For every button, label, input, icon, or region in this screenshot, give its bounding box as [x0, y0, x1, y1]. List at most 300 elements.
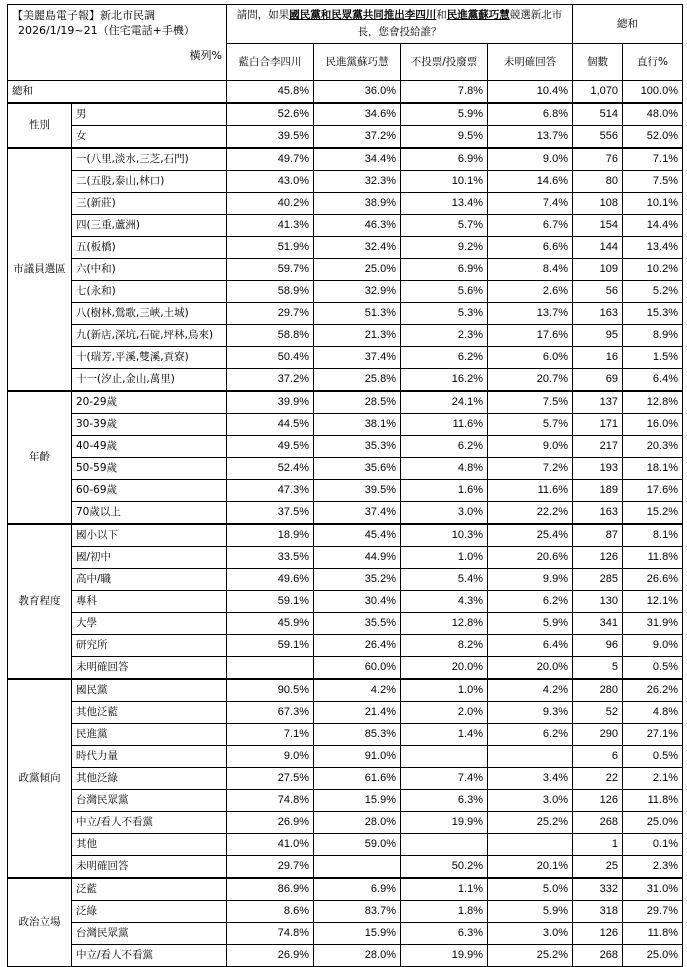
- cell-count: 189: [573, 480, 623, 502]
- cell-dpp: 4.2%: [314, 679, 401, 702]
- table-row: [8, 613, 683, 635]
- question-text: 請問，如果國民黨和民眾黨共同推出李四川和民進黨蘇巧慧競選新北市長，您會投給誰？: [227, 5, 573, 44]
- cell-dpp: 28.5%: [314, 391, 401, 414]
- group-label: 市議員選區: [8, 148, 72, 391]
- cell-no-vote: [401, 834, 488, 856]
- table-row: [8, 657, 683, 680]
- cell-no-vote: 1.8%: [401, 901, 488, 923]
- table-row: [8, 502, 683, 525]
- row-label: 中立/看人不看黨: [72, 812, 227, 834]
- cell-dpp: 15.9%: [314, 923, 401, 945]
- cell-undecided: 9.0%: [488, 148, 573, 171]
- cell-undecided: 20.0%: [488, 657, 573, 680]
- row-label: 泛綠: [72, 901, 227, 923]
- table-row: [8, 347, 683, 369]
- row-label: 九(新店,深坑,石碇,坪林,烏來): [72, 325, 227, 347]
- cell-count: 126: [573, 547, 623, 569]
- cell-column-percent: 27.1%: [623, 724, 683, 746]
- cell-no-vote: 20.0%: [401, 657, 488, 680]
- cell-count: 126: [573, 790, 623, 812]
- table-row: [8, 103, 683, 126]
- cell-kmt-tpp: 86.9%: [227, 878, 314, 901]
- table-row: [8, 325, 683, 347]
- cell-no-vote: 9.5%: [401, 126, 488, 149]
- table-row: [8, 923, 683, 945]
- cell-kmt-tpp: 26.9%: [227, 945, 314, 967]
- cell-count: 87: [573, 524, 623, 547]
- survey-dates: 2026/1/19~21（住宅電話+手機）: [18, 24, 195, 37]
- row-label: 高中/職: [72, 569, 227, 591]
- cell-kmt-tpp: 51.9%: [227, 237, 314, 259]
- cell-undecided: 25.2%: [488, 812, 573, 834]
- cell-undecided: 11.6%: [488, 480, 573, 502]
- cell-undecided: 25.2%: [488, 945, 573, 967]
- cell-count: 1,070: [573, 81, 623, 104]
- row-label: 時代力量: [72, 746, 227, 768]
- cell-kmt-tpp: 9.0%: [227, 746, 314, 768]
- cell-no-vote: 6.2%: [401, 436, 488, 458]
- cell-dpp: 37.4%: [314, 347, 401, 369]
- cell-count: 514: [573, 103, 623, 126]
- cell-no-vote: 5.6%: [401, 281, 488, 303]
- cell-dpp: 61.6%: [314, 768, 401, 790]
- table-row: [8, 193, 683, 215]
- row-label: 專科: [72, 591, 227, 613]
- table-row: [8, 768, 683, 790]
- cell-kmt-tpp: 8.6%: [227, 901, 314, 923]
- cell-kmt-tpp: 59.7%: [227, 259, 314, 281]
- cell-dpp: 6.9%: [314, 878, 401, 901]
- row-label: 十一(汐止,金山,萬里): [72, 369, 227, 392]
- cell-dpp: 21.3%: [314, 325, 401, 347]
- cell-column-percent: 5.2%: [623, 281, 683, 303]
- cell-kmt-tpp: 58.9%: [227, 281, 314, 303]
- cell-dpp: 21.4%: [314, 702, 401, 724]
- cell-kmt-tpp: 45.8%: [227, 81, 314, 104]
- group-label: 性別: [8, 103, 72, 148]
- cell-count: 16: [573, 347, 623, 369]
- cell-no-vote: 13.4%: [401, 193, 488, 215]
- cell-column-percent: 14.4%: [623, 215, 683, 237]
- header-row-1: [8, 5, 683, 44]
- cell-undecided: 7.4%: [488, 193, 573, 215]
- cell-dpp: 44.9%: [314, 547, 401, 569]
- cell-count: 69: [573, 369, 623, 392]
- cell-count: 341: [573, 613, 623, 635]
- cell-column-percent: 7.1%: [623, 148, 683, 171]
- cell-dpp: 30.4%: [314, 591, 401, 613]
- cell-kmt-tpp: 49.7%: [227, 148, 314, 171]
- table-row: [8, 901, 683, 923]
- col-header-kmt-tpp: 藍白合李四川: [227, 44, 314, 81]
- cell-dpp: 37.4%: [314, 502, 401, 525]
- table-row: [8, 591, 683, 613]
- cell-dpp: 83.7%: [314, 901, 401, 923]
- cell-undecided: 5.9%: [488, 901, 573, 923]
- cell-kmt-tpp: 44.5%: [227, 414, 314, 436]
- cell-count: 144: [573, 237, 623, 259]
- row-label: 大學: [72, 613, 227, 635]
- cell-column-percent: 16.0%: [623, 414, 683, 436]
- cell-undecided: 3.0%: [488, 923, 573, 945]
- cell-count: 96: [573, 635, 623, 657]
- cell-column-percent: 15.3%: [623, 303, 683, 325]
- cell-count: 285: [573, 569, 623, 591]
- cell-count: 163: [573, 303, 623, 325]
- cell-undecided: 22.2%: [488, 502, 573, 525]
- total-row: [8, 81, 683, 104]
- cell-dpp: 32.3%: [314, 171, 401, 193]
- cell-kmt-tpp: 50.4%: [227, 347, 314, 369]
- cell-count: 25: [573, 856, 623, 879]
- row-label: 一(八里,淡水,三芝,石門): [72, 148, 227, 171]
- survey-source: 【美麗島電子報】新北市民調: [12, 9, 155, 22]
- cell-undecided: 5.0%: [488, 878, 573, 901]
- cell-undecided: 6.0%: [488, 347, 573, 369]
- cell-undecided: 9.3%: [488, 702, 573, 724]
- table-row: [8, 834, 683, 856]
- cell-dpp: 26.4%: [314, 635, 401, 657]
- cell-dpp: 38.9%: [314, 193, 401, 215]
- row-label: 台灣民眾黨: [72, 790, 227, 812]
- cell-column-percent: 31.0%: [623, 878, 683, 901]
- table-row: [8, 812, 683, 834]
- cell-column-percent: 26.2%: [623, 679, 683, 702]
- cell-column-percent: 18.1%: [623, 458, 683, 480]
- cell-no-vote: 16.2%: [401, 369, 488, 392]
- cell-undecided: 14.6%: [488, 171, 573, 193]
- cell-undecided: 17.6%: [488, 325, 573, 347]
- cell-column-percent: 11.8%: [623, 547, 683, 569]
- cell-no-vote: 19.9%: [401, 945, 488, 967]
- cell-no-vote: 4.8%: [401, 458, 488, 480]
- cell-dpp: 45.4%: [314, 524, 401, 547]
- cell-dpp: 28.0%: [314, 945, 401, 967]
- col-header-column-percent: 直行%: [623, 44, 683, 81]
- cell-no-vote: 2.3%: [401, 325, 488, 347]
- table-row: [8, 369, 683, 392]
- cell-dpp: 28.0%: [314, 812, 401, 834]
- cell-count: 268: [573, 945, 623, 967]
- cell-no-vote: 10.1%: [401, 171, 488, 193]
- cell-no-vote: 5.4%: [401, 569, 488, 591]
- cell-dpp: 59.0%: [314, 834, 401, 856]
- cell-undecided: 6.6%: [488, 237, 573, 259]
- table-row: [8, 547, 683, 569]
- cell-dpp: 37.2%: [314, 126, 401, 149]
- cell-kmt-tpp: 59.1%: [227, 635, 314, 657]
- cell-column-percent: 15.2%: [623, 502, 683, 525]
- cell-column-percent: 25.0%: [623, 812, 683, 834]
- table-row: [8, 237, 683, 259]
- total-group-header: 總和: [573, 5, 683, 44]
- cell-undecided: 9.0%: [488, 436, 573, 458]
- table-row: [8, 259, 683, 281]
- table-row: [8, 524, 683, 547]
- cell-column-percent: 7.5%: [623, 171, 683, 193]
- cell-no-vote: [401, 746, 488, 768]
- row-label: 50-59歲: [72, 458, 227, 480]
- cell-kmt-tpp: 67.3%: [227, 702, 314, 724]
- table-row: [8, 458, 683, 480]
- cell-dpp: 35.3%: [314, 436, 401, 458]
- cell-column-percent: 10.2%: [623, 259, 683, 281]
- cell-no-vote: 6.3%: [401, 923, 488, 945]
- cell-kmt-tpp: 74.8%: [227, 790, 314, 812]
- row-label: 國小以下: [72, 524, 227, 547]
- cell-no-vote: 1.6%: [401, 480, 488, 502]
- cell-no-vote: 1.0%: [401, 547, 488, 569]
- cell-count: 80: [573, 171, 623, 193]
- cell-no-vote: 7.8%: [401, 81, 488, 104]
- cell-undecided: 20.6%: [488, 547, 573, 569]
- cell-no-vote: 10.3%: [401, 524, 488, 547]
- cell-kmt-tpp: 29.7%: [227, 303, 314, 325]
- cell-column-percent: 29.7%: [623, 901, 683, 923]
- cell-dpp: 85.3%: [314, 724, 401, 746]
- cell-kmt-tpp: 7.1%: [227, 724, 314, 746]
- table-row: [8, 303, 683, 325]
- cell-dpp: 25.8%: [314, 369, 401, 392]
- cell-column-percent: 1.5%: [623, 347, 683, 369]
- table-row: [8, 148, 683, 171]
- cell-undecided: 10.4%: [488, 81, 573, 104]
- cell-no-vote: 7.4%: [401, 768, 488, 790]
- cell-kmt-tpp: 52.6%: [227, 103, 314, 126]
- cell-kmt-tpp: 43.0%: [227, 171, 314, 193]
- cell-kmt-tpp: 29.7%: [227, 856, 314, 879]
- cell-column-percent: 31.9%: [623, 613, 683, 635]
- cell-column-percent: 6.4%: [623, 369, 683, 392]
- table-row: [8, 414, 683, 436]
- cell-no-vote: 1.1%: [401, 878, 488, 901]
- cell-count: 556: [573, 126, 623, 149]
- cell-column-percent: 26.6%: [623, 569, 683, 591]
- cell-kmt-tpp: 41.0%: [227, 834, 314, 856]
- cell-undecided: 9.9%: [488, 569, 573, 591]
- row-label: 70歲以上: [72, 502, 227, 525]
- cell-undecided: 5.7%: [488, 414, 573, 436]
- cell-kmt-tpp: 40.2%: [227, 193, 314, 215]
- cell-count: 318: [573, 901, 623, 923]
- cell-count: 56: [573, 281, 623, 303]
- cell-column-percent: 12.1%: [623, 591, 683, 613]
- cell-kmt-tpp: 59.1%: [227, 591, 314, 613]
- cell-kmt-tpp: 18.9%: [227, 524, 314, 547]
- cell-no-vote: 24.1%: [401, 391, 488, 414]
- table-row: [8, 281, 683, 303]
- row-label: 中立/看人不看黨: [72, 945, 227, 967]
- cell-undecided: 6.4%: [488, 635, 573, 657]
- cell-column-percent: 12.8%: [623, 391, 683, 414]
- cell-dpp: [314, 856, 401, 879]
- cell-undecided: 13.7%: [488, 303, 573, 325]
- cell-column-percent: 100.0%: [623, 81, 683, 104]
- cell-count: 171: [573, 414, 623, 436]
- cell-dpp: 34.6%: [314, 103, 401, 126]
- cell-dpp: 91.0%: [314, 746, 401, 768]
- row-label: 未明確回答: [72, 856, 227, 879]
- row-label: 十(瑞芳,平溪,雙溪,貢寮): [72, 347, 227, 369]
- row-label: 民進黨: [72, 724, 227, 746]
- col-header-count: 個數: [573, 44, 623, 81]
- table-row: [8, 679, 683, 702]
- cell-undecided: 5.9%: [488, 613, 573, 635]
- cell-no-vote: 6.2%: [401, 347, 488, 369]
- row-label: 其他: [72, 834, 227, 856]
- row-label: 台灣民眾黨: [72, 923, 227, 945]
- table-row: [8, 878, 683, 901]
- cell-dpp: 15.9%: [314, 790, 401, 812]
- cell-no-vote: 2.0%: [401, 702, 488, 724]
- cell-undecided: 2.6%: [488, 281, 573, 303]
- row-label: 二(五股,泰山,林口): [72, 171, 227, 193]
- cell-no-vote: 12.8%: [401, 613, 488, 635]
- row-label: 30-39歲: [72, 414, 227, 436]
- row-label: 國/初中: [72, 547, 227, 569]
- cell-count: 280: [573, 679, 623, 702]
- row-label: 六(中和): [72, 259, 227, 281]
- cell-undecided: 20.7%: [488, 369, 573, 392]
- row-label: 五(板橋): [72, 237, 227, 259]
- cell-kmt-tpp: 74.8%: [227, 923, 314, 945]
- cell-column-percent: 8.1%: [623, 524, 683, 547]
- col-header-undecided: 未明確回答: [488, 44, 573, 81]
- cell-dpp: 46.3%: [314, 215, 401, 237]
- cell-kmt-tpp: 45.9%: [227, 613, 314, 635]
- group-label: 年齡: [8, 391, 72, 524]
- cell-column-percent: 20.3%: [623, 436, 683, 458]
- table-corner-cell: [8, 5, 227, 81]
- cell-count: 76: [573, 148, 623, 171]
- cell-no-vote: 9.2%: [401, 237, 488, 259]
- cell-no-vote: 50.2%: [401, 856, 488, 879]
- table-row: [8, 391, 683, 414]
- cell-count: 108: [573, 193, 623, 215]
- table-body: [8, 81, 683, 967]
- cell-kmt-tpp: 41.3%: [227, 215, 314, 237]
- cell-dpp: 51.3%: [314, 303, 401, 325]
- cell-column-percent: 0.5%: [623, 746, 683, 768]
- cell-column-percent: 11.8%: [623, 790, 683, 812]
- cell-dpp: 35.6%: [314, 458, 401, 480]
- cell-count: 95: [573, 325, 623, 347]
- cell-column-percent: 0.5%: [623, 657, 683, 680]
- table-row: [8, 746, 683, 768]
- cell-count: 154: [573, 215, 623, 237]
- cell-kmt-tpp: 27.5%: [227, 768, 314, 790]
- cell-column-percent: 13.4%: [623, 237, 683, 259]
- total-row-label: 總和: [8, 81, 227, 104]
- cell-dpp: 39.5%: [314, 480, 401, 502]
- table-row: [8, 436, 683, 458]
- cell-kmt-tpp: [227, 657, 314, 680]
- table-row: [8, 480, 683, 502]
- row-label: 八(樹林,鶯歌,三峽,土城): [72, 303, 227, 325]
- cell-no-vote: 6.9%: [401, 259, 488, 281]
- cell-dpp: 60.0%: [314, 657, 401, 680]
- cell-dpp: 35.2%: [314, 569, 401, 591]
- table-row: [8, 569, 683, 591]
- cell-kmt-tpp: 37.2%: [227, 369, 314, 392]
- cell-dpp: 38.1%: [314, 414, 401, 436]
- cell-count: 268: [573, 812, 623, 834]
- row-label: 國民黨: [72, 679, 227, 702]
- row-label: 40-49歲: [72, 436, 227, 458]
- cell-column-percent: 48.0%: [623, 103, 683, 126]
- table-row: [8, 126, 683, 149]
- cell-no-vote: 6.9%: [401, 148, 488, 171]
- row-label: 七(永和): [72, 281, 227, 303]
- cell-count: 52: [573, 702, 623, 724]
- cell-count: 22: [573, 768, 623, 790]
- table-row: [8, 702, 683, 724]
- cell-column-percent: 2.3%: [623, 856, 683, 879]
- cell-undecided: 25.4%: [488, 524, 573, 547]
- cell-count: 109: [573, 259, 623, 281]
- cell-count: 290: [573, 724, 623, 746]
- table-row: [8, 945, 683, 967]
- cell-no-vote: 5.3%: [401, 303, 488, 325]
- table-row: [8, 724, 683, 746]
- cell-undecided: 3.0%: [488, 790, 573, 812]
- cell-column-percent: 11.8%: [623, 923, 683, 945]
- cell-kmt-tpp: 90.5%: [227, 679, 314, 702]
- poll-crosstab-table: [7, 4, 683, 967]
- cell-kmt-tpp: 49.6%: [227, 569, 314, 591]
- group-label: 政黨傾向: [8, 679, 72, 878]
- cell-column-percent: 17.6%: [623, 480, 683, 502]
- cell-count: 1: [573, 834, 623, 856]
- cell-undecided: 7.2%: [488, 458, 573, 480]
- cell-dpp: 32.9%: [314, 281, 401, 303]
- cell-dpp: 36.0%: [314, 81, 401, 104]
- cell-undecided: [488, 834, 573, 856]
- cell-dpp: 32.4%: [314, 237, 401, 259]
- group-label: 政治立場: [8, 878, 72, 967]
- cell-undecided: 6.8%: [488, 103, 573, 126]
- cell-no-vote: 5.7%: [401, 215, 488, 237]
- row-label: 研究所: [72, 635, 227, 657]
- group-label: 教育程度: [8, 524, 72, 679]
- cell-undecided: 8.4%: [488, 259, 573, 281]
- cell-undecided: 7.5%: [488, 391, 573, 414]
- cell-count: 5: [573, 657, 623, 680]
- cell-kmt-tpp: 26.9%: [227, 812, 314, 834]
- cell-column-percent: 10.1%: [623, 193, 683, 215]
- cell-count: 217: [573, 436, 623, 458]
- cell-undecided: 6.7%: [488, 215, 573, 237]
- row-label: 60-69歲: [72, 480, 227, 502]
- cell-undecided: [488, 746, 573, 768]
- cell-column-percent: 25.0%: [623, 945, 683, 967]
- row-label: 其他泛綠: [72, 768, 227, 790]
- cell-column-percent: 52.0%: [623, 126, 683, 149]
- col-header-no-vote: 不投票/投廢票: [401, 44, 488, 81]
- cell-undecided: 20.1%: [488, 856, 573, 879]
- cell-kmt-tpp: 37.5%: [227, 502, 314, 525]
- table-row: [8, 856, 683, 879]
- cell-no-vote: 6.3%: [401, 790, 488, 812]
- cell-no-vote: 1.0%: [401, 679, 488, 702]
- cell-count: 332: [573, 878, 623, 901]
- cell-count: 6: [573, 746, 623, 768]
- cell-column-percent: 8.9%: [623, 325, 683, 347]
- cell-no-vote: 11.6%: [401, 414, 488, 436]
- row-label: 泛藍: [72, 878, 227, 901]
- cell-kmt-tpp: 52.4%: [227, 458, 314, 480]
- cell-no-vote: 5.9%: [401, 103, 488, 126]
